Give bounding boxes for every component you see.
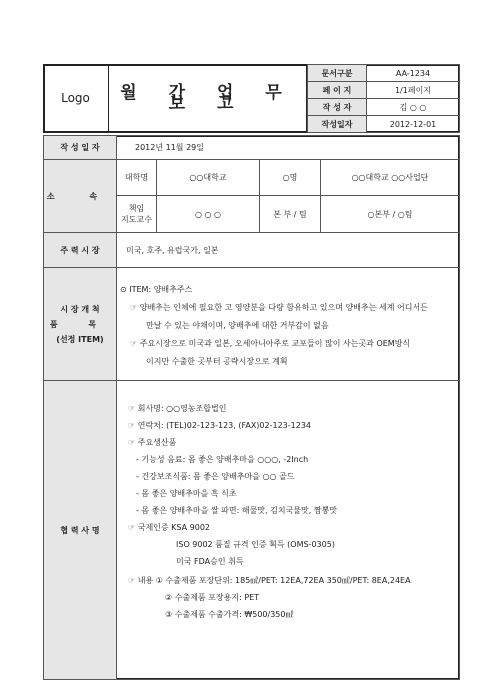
date-label: 작 성 일 자 <box>43 135 117 160</box>
partner-line-11: ☞ 내용 ① 수출제품 포장단위: 185㎖/PET: 12EA,72EA 350㎖/PET: 8EA,24EA <box>128 576 411 585</box>
market-value: 미국, 호주, 유럽국가, 일본 <box>116 232 460 268</box>
partner-line-12: ② 수출제품 포장용지: PET <box>165 593 260 602</box>
partner-line-10: 미국 FDA승인 취득 <box>176 557 244 566</box>
meta-value-author: 김 ○ ○ <box>366 98 460 116</box>
univ-label: 대학명 <box>116 159 157 196</box>
affiliation-label: 소 속 <box>43 159 117 233</box>
item-line-4: ☞ 주요시장으로 미국과 일본, 오세아니아주로 교포들이 많이 사는곳과 OEM방식 <box>130 339 411 348</box>
partner-line-2: ☞ 연락처: (TEL)02-123-123, (FAX)02-123-1234 <box>128 421 312 430</box>
report-title <box>109 64 307 133</box>
meta-value-page: 1/1페이지 <box>366 81 460 99</box>
item-line-3: 만날 수 있는 야채이며, 양배추에 대한 거부감이 없음 <box>146 321 329 330</box>
partner-line-4: - 기능성 음료: 몸 좋은 양배추마을 ○○○, -2Inch <box>136 455 309 464</box>
meta-label-doctype: 문서구분 <box>307 64 367 82</box>
name-value: ○○대학교 ○○사업단 <box>320 159 460 196</box>
partner-label: 협 력 사 명 <box>43 380 117 680</box>
meta-value-doctype: AA-1234 <box>366 64 460 82</box>
prof-label: 책임 지도교수 <box>116 195 157 233</box>
partner-line-3: ☞ 주요생산품 <box>128 438 177 447</box>
partner-line-8: ☞ 국제인증 KSA 9002 <box>128 523 211 532</box>
partner-line-5: - 건강보조식품: 몸 좋은 양배추마을 ○○ 골드 <box>136 472 295 481</box>
partner-line-13: ③ 수출제품 수출가격: ₩500/350㎖ <box>165 610 294 619</box>
dept-value: ○본부 / ○팀 <box>320 195 460 233</box>
name-label: ○명 <box>259 159 321 196</box>
item-line-1: ⊙ ITEM: 양배추주스 <box>120 285 193 294</box>
item-label: 시 장 개 척 품 목 (선정 ITEM) <box>43 267 117 381</box>
dept-label: 본 부 / 팀 <box>259 195 321 233</box>
item-line-5: 이지만 수출한 곳부터 공략시장으로 계획 <box>146 357 288 366</box>
meta-label-author: 작 성 자 <box>307 98 367 116</box>
logo <box>43 64 109 133</box>
partner-line-6: - 몸 좋은 양배추마을 흑 식초 <box>136 489 237 498</box>
date-value: 2012년 11월 29일 <box>116 135 460 160</box>
meta-label-page: 페 이 지 <box>307 81 367 99</box>
partner-line-7: - 몸 좋은 양배추마을 쌀 파면: 해물맛, 김치국물맛, 짬뽕맛 <box>136 506 338 515</box>
partner-line-1: ☞ 회사명: ○○영농조합법인 <box>128 404 227 413</box>
meta-value-date: 2012-12-01 <box>366 115 460 133</box>
logo-text: Logo <box>61 91 90 105</box>
partner-line-9: ISO 9002 품질 규격 인증 획득 (OMS-0305) <box>176 540 335 549</box>
prof-value: ○ ○ ○ <box>156 195 260 233</box>
report-title-text: 월 간 업 무 보 고 <box>120 82 295 114</box>
market-label: 주 력 시 장 <box>43 232 117 268</box>
meta-label-date: 작성일자 <box>307 115 367 133</box>
univ-value: ○○대학교 <box>156 159 260 196</box>
item-line-2: ☞ 양배추는 인체에 필요한 고 영양분을 다량 함유하고 있으며 양배추는 세계 어디서든 <box>130 303 428 312</box>
